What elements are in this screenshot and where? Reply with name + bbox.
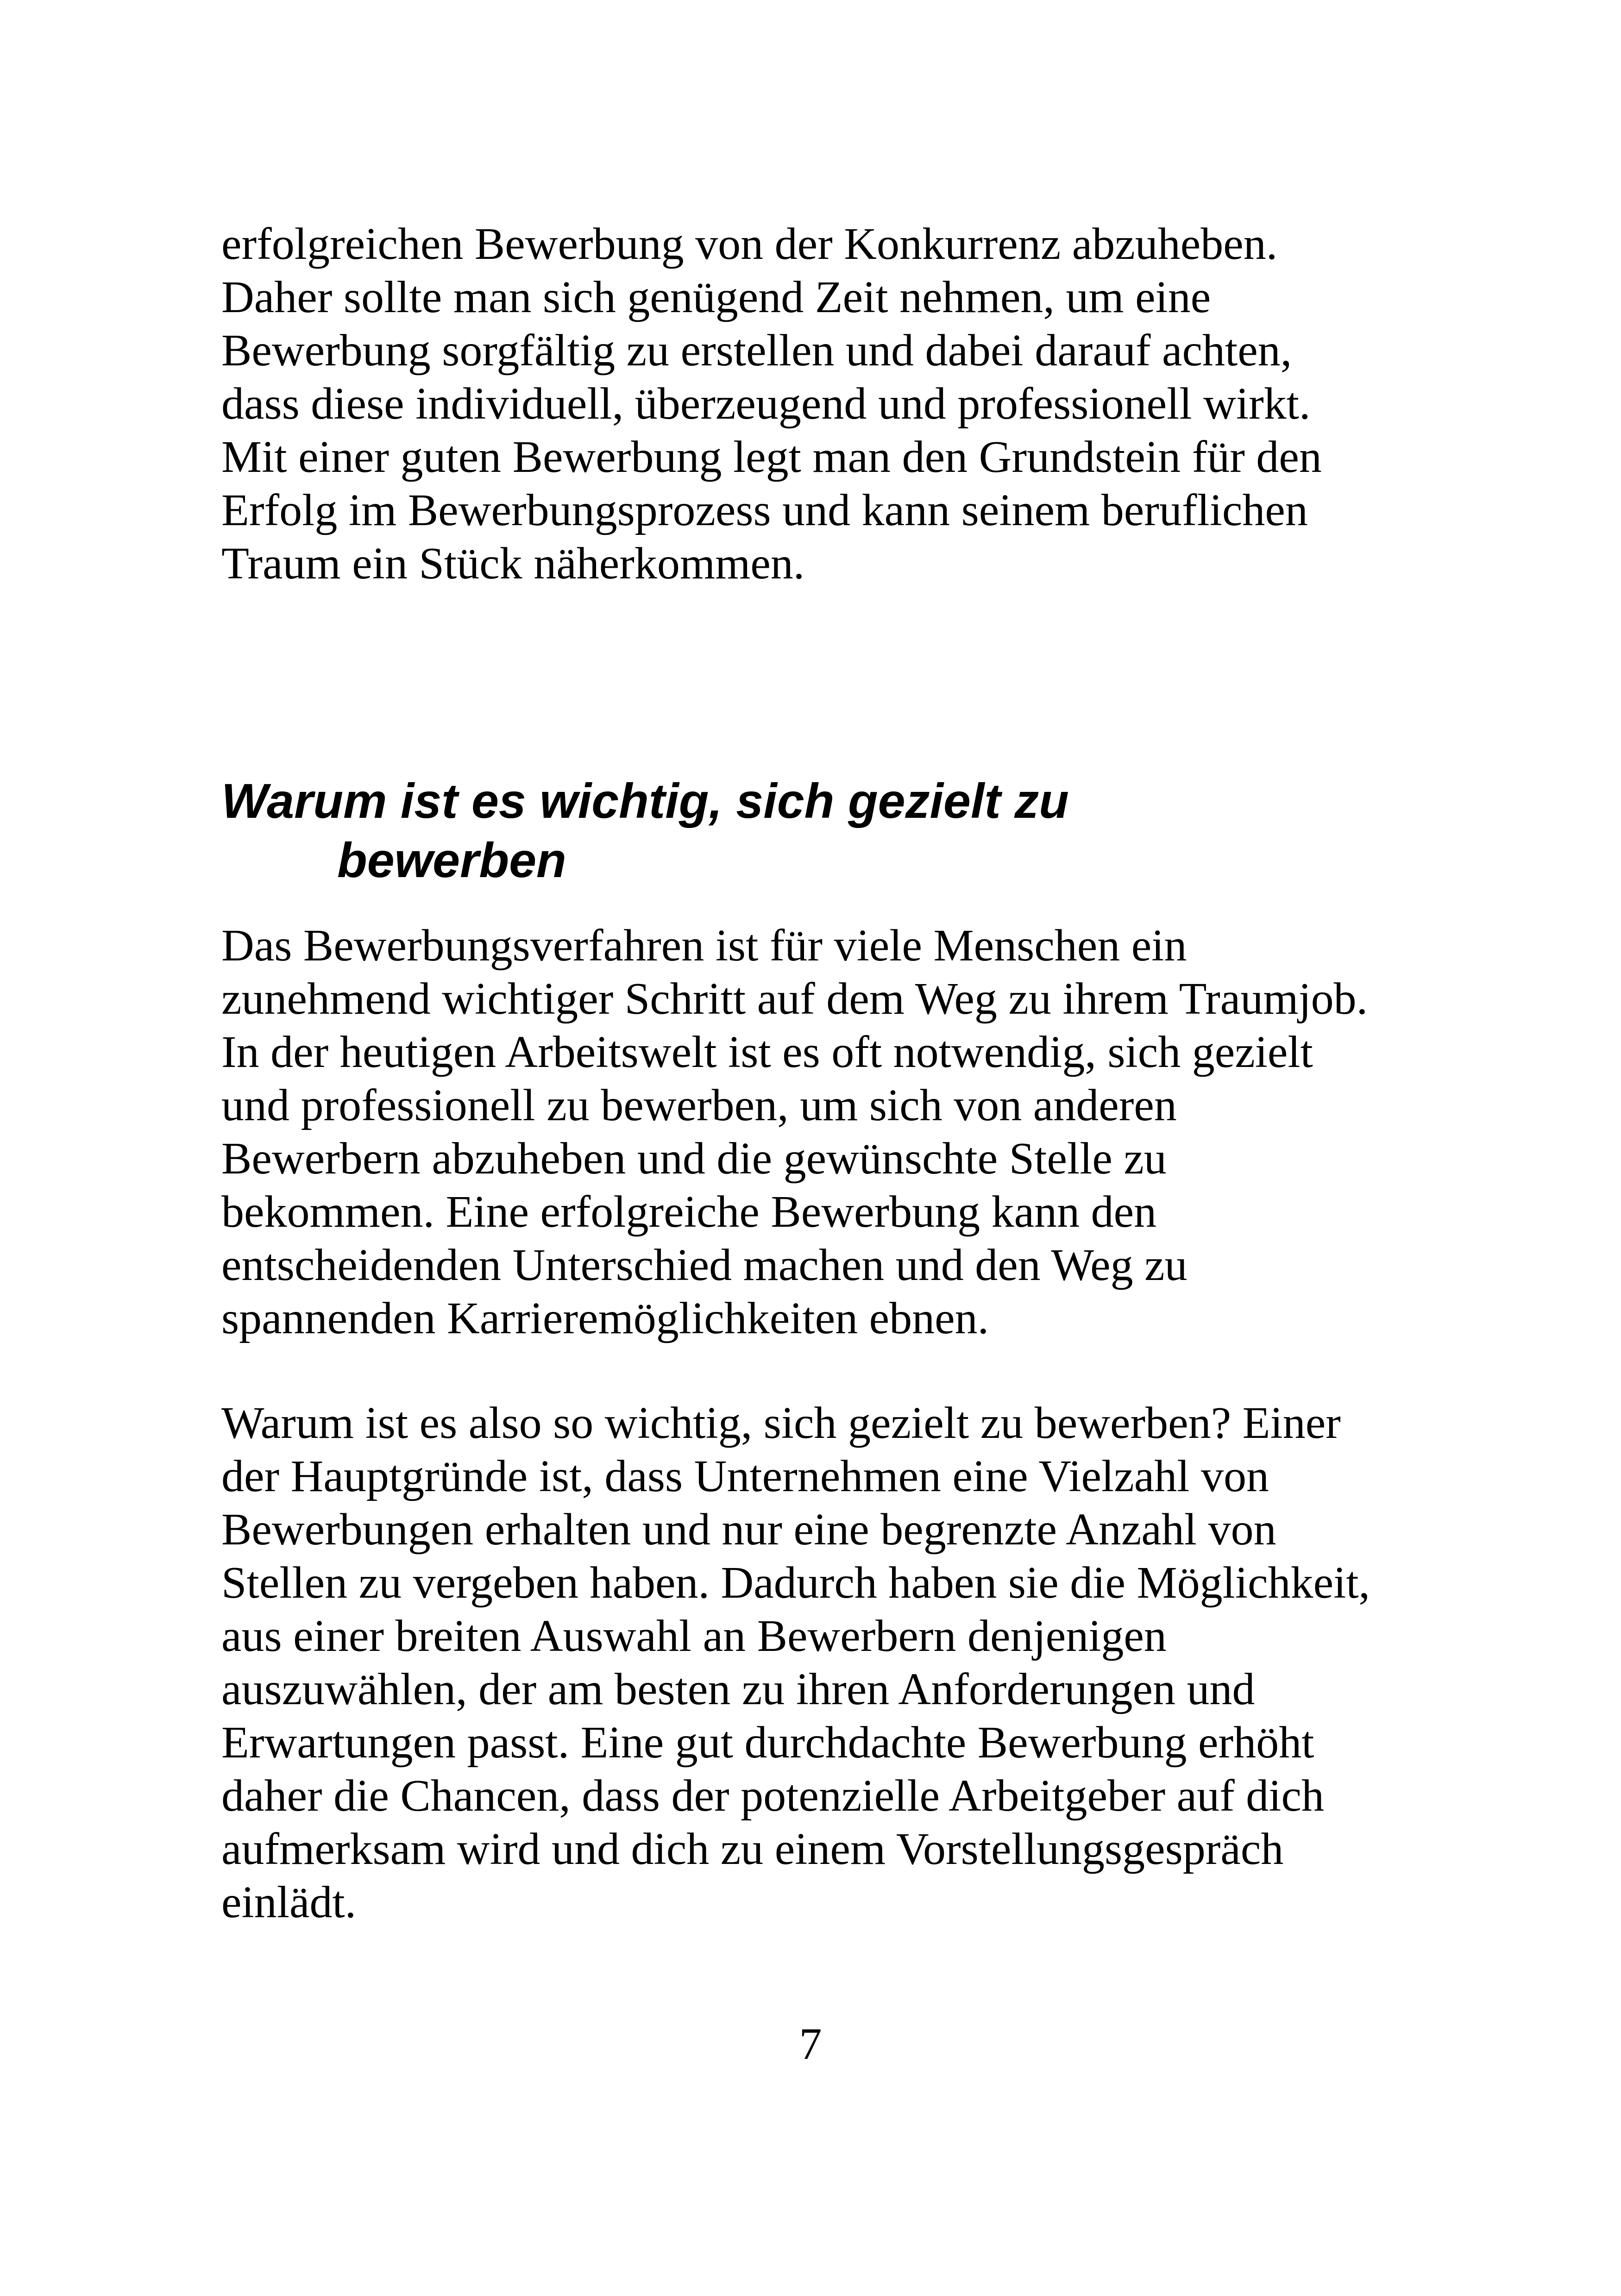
section-heading: [221, 772, 1472, 890]
section-heading-line-1: Warum ist es wichtig, sich gezielt zu: [221, 774, 1069, 828]
body-paragraph-1: Das Bewerbungsverfahren ist für viele Menschen ein zunehmend wichtiger Schritt auf dem Weg zu ihrem Traumjob. In der heutigen Arbeitswelt ist es oft notwendig, sich gezielt und professionell zu bewerben, um sich von anderen Bewerbern abzuheben und die gewünschte Stelle zu bekommen. Eine erfolgreiche Bewerbung kann den entscheidenden Unterschied machen und den Weg zu spannenden Karrieremöglichkeiten ebnen.: [221, 921, 1368, 1343]
intro-paragraph: erfolgreichen Bewerbung von der Konkurrenz abzuheben. Daher sollte man sich genügend Zeit nehmen, um eine Bewerbung sorgfältig zu erstellen und dabei darauf achten, dass diese individuell, überzeugend und professionell wirkt. Mit einer guten Bewerbung legt man den Grundstein für den Erfolg im Bewerbungsprozess und kann seinem beruflichen Traum ein Stück näherkommen.: [221, 219, 1322, 589]
section-heading-line-2: bewerben: [337, 833, 566, 888]
body-paragraph-2: Warum ist es also so wichtig, sich gezielt zu bewerben? Einer der Hauptgründe ist, dass Unternehmen eine Vielzahl von Bewerbungen erhalten und nur eine begrenzte Anzahl von Stellen zu vergeben haben. Dadurch haben sie die Möglichkeit, aus einer breiten Auswahl an Bewerbern denjenigen auszuwählen, der am besten zu ihren Anforderungen und Erwartungen passt. Eine gut durchdachte Bewerbung erhöht daher die Chancen, dass der potenzielle Arbeitgeber auf dich aufmerksam wird und dich zu einem Vorstellungsgespräch einlädt.: [221, 1398, 1370, 1927]
page-number: 7: [799, 2019, 822, 2069]
